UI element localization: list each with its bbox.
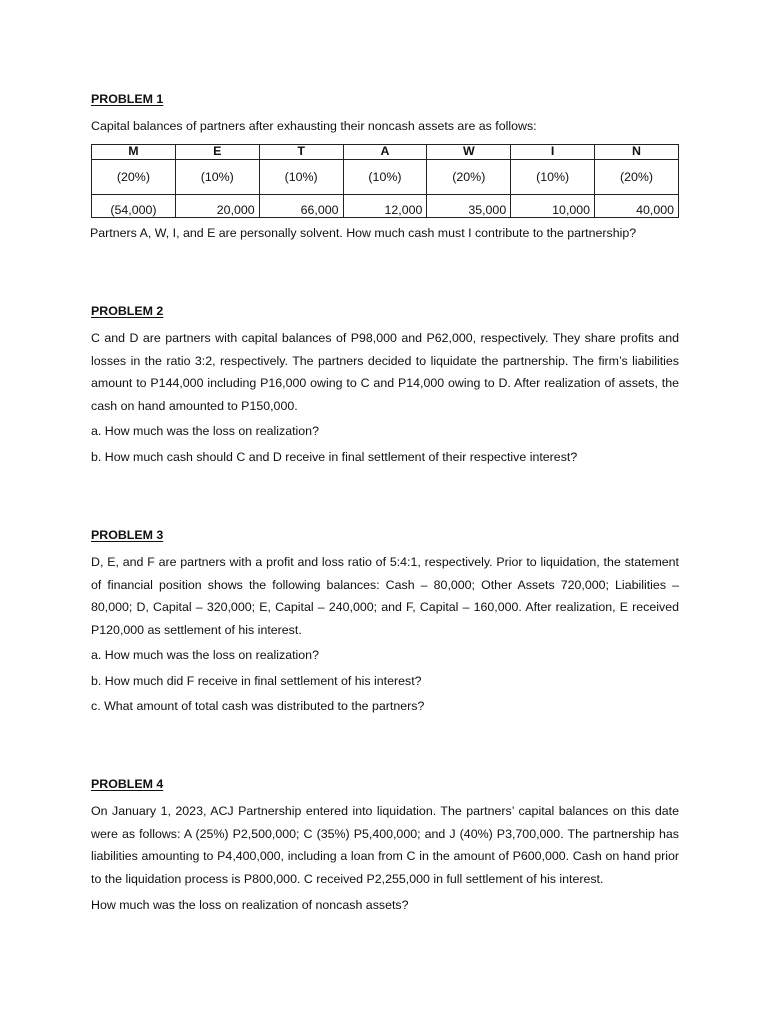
balance-cell: (54,000) [92, 195, 176, 218]
partner-name-cell: N [595, 145, 679, 160]
ratio-cell: (10%) [511, 160, 595, 195]
ratio-cell: (10%) [175, 160, 259, 195]
ratio-cell: (10%) [259, 160, 343, 195]
balance-cell: 35,000 [427, 195, 511, 218]
partner-name-cell: E [175, 145, 259, 160]
partner-name-cell: I [511, 145, 595, 160]
balance-cell: 40,000 [595, 195, 679, 218]
partner-name-cell: T [259, 145, 343, 160]
ratio-cell: (20%) [427, 160, 511, 195]
problem-1-intro: Capital balances of partners after exhausting their noncash assets are as follows: [91, 119, 537, 133]
problem-3-body: D, E, and F are partners with a profit and loss ratio of 5:4:1, respectively. Prior to liquidation, the statement of financial position shows the following balances: Cash – 80,000; Other Assets 720,000; Liabilities – 80,000; D, Capital – 320,000; E, Capital – 240,000; and F, Capital – 160,000. After realization, E received P120,000 as settlement of his interest. [91, 555, 679, 637]
problem-4-body: On January 1, 2023, ACJ Partnership entered into liquidation. The partners’ capital balances on this date were as follows: A (25%) P2,500,000; C (35%) P5,400,000; and J (40%) P3,700,000. The partnership has liabilities amounting to P4,400,000, including a loan from C in the amount of P600,000. Cash on hand prior to the liquidation process is P800,000. C received P2,255,000 in full settlement of his interest. [91, 804, 679, 886]
partner-name-cell: W [427, 145, 511, 160]
partner-names-row [92, 145, 679, 160]
profit-ratio-row [92, 160, 679, 195]
problem-4-question: How much was the loss on realization of noncash assets? [91, 898, 409, 912]
problem-2-body: C and D are partners with capital balances of P98,000 and P62,000, respectively. They share profits and losses in the ratio 3:2, respectively. The partners decided to liquidate the partnership. The firm’s liabilities amount to P144,000 including P16,000 owing to C and P14,000 owing to D. After realization of assets, the cash on hand amounted to P150,000. [91, 331, 679, 413]
problem-3-question-a: a. How much was the loss on realization? [91, 648, 319, 662]
capital-balance-row [92, 195, 679, 218]
partner-name-cell: M [92, 145, 176, 160]
balance-cell: 10,000 [511, 195, 595, 218]
problem-2-heading: PROBLEM 2 [91, 304, 164, 318]
ratio-cell: (10%) [343, 160, 427, 195]
ratio-cell: (20%) [595, 160, 679, 195]
problem-1-question: Partners A, W, I, and E are personally solvent. How much cash must I contribute to the partnership? [90, 226, 637, 240]
problem-1-heading: PROBLEM 1 [91, 92, 164, 106]
problem-2-question-b: b. How much cash should C and D receive in final settlement of their respective interest? [91, 450, 578, 464]
problem-2-question-a: a. How much was the loss on realization? [91, 424, 319, 438]
problem-3-question-c: c. What amount of total cash was distributed to the partners? [91, 699, 425, 713]
capital-balances-table [91, 144, 679, 218]
balance-cell: 66,000 [259, 195, 343, 218]
partner-name-cell: A [343, 145, 427, 160]
problem-3-question-b: b. How much did F receive in final settlement of his interest? [91, 674, 422, 688]
balance-cell: 20,000 [175, 195, 259, 218]
problem-3-heading: PROBLEM 3 [91, 528, 164, 542]
balance-cell: 12,000 [343, 195, 427, 218]
ratio-cell: (20%) [92, 160, 176, 195]
problem-4-heading: PROBLEM 4 [91, 777, 164, 791]
